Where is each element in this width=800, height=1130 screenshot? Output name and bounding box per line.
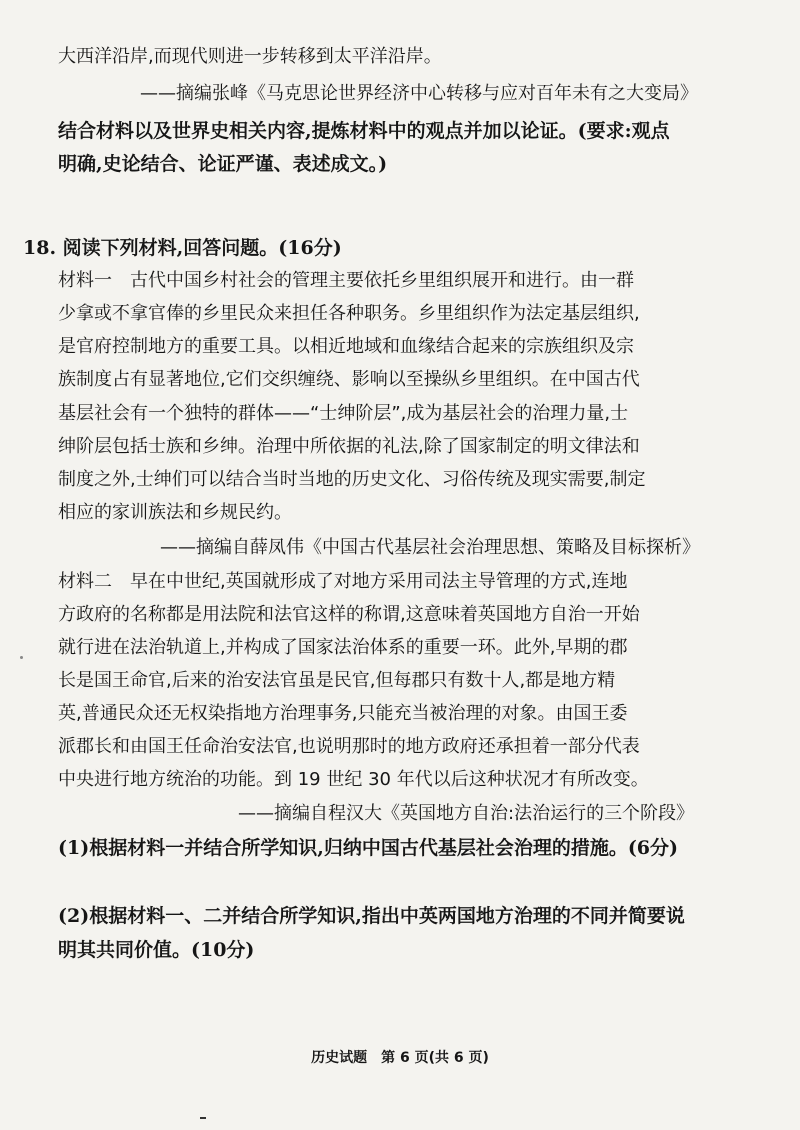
material-one-line: 相应的家训族法和乡规民约。	[58, 502, 292, 523]
material-two-line: 方政府的名称都是用法院和法官这样的称谓,这意味着英国地方自治一开始	[58, 604, 640, 625]
top-instruction-line-2: 明确,史论结合、论证严谨、表述成文。)	[58, 153, 388, 175]
material-one-line: 绅阶层包括士族和乡绅。治理中所依据的礼法,除了国家制定的明文律法和	[58, 436, 640, 457]
material-one-source: ——摘编自薛凤伟《中国古代基层社会治理思想、策略及目标探析》	[160, 537, 700, 558]
sub-question-1: (1)根据材料一并结合所学知识,归纳中国古代基层社会治理的措施。(6分)	[58, 837, 679, 859]
material-two-line: 中央进行地方统治的功能。到 19 世纪 30 年代以后这种状况才有所改变。	[58, 769, 649, 790]
material-one-line: 基层社会有一个独特的群体——“士绅阶层”,成为基层社会的治理力量,士	[58, 403, 629, 424]
material-one-line: 材料一 古代中国乡村社会的管理主要依托乡里组织展开和进行。由一群	[58, 270, 634, 291]
scan-mark	[200, 1117, 206, 1119]
material-two-line: 长是国王命官,后来的治安法官虽是民官,但每郡只有数十人,都是地方精	[58, 670, 616, 691]
sub-question-2-line-1: (2)根据材料一、二并结合所学知识,指出中英两国地方治理的不同并简要说	[58, 905, 685, 927]
top-instruction-line-1: 结合材料以及世界史相关内容,提炼材料中的观点并加以论证。(要求:观点	[58, 120, 670, 142]
material-one-line: 是官府控制地方的重要工具。以相近地域和血缘结合起来的宗族组织及宗	[58, 336, 634, 357]
top-text-line: 大西洋沿岸,而现代则进一步转移到太平洋沿岸。	[58, 46, 442, 67]
sub-question-2-line-2: 明其共同价值。(10分)	[58, 939, 255, 961]
scan-speck	[20, 656, 23, 659]
material-two-source: ——摘编自程汉大《英国地方自治:法治运行的三个阶段》	[238, 803, 695, 824]
material-one-line: 少拿或不拿官俸的乡里民众来担任各种职务。乡里组织作为法定基层组织,	[58, 303, 640, 324]
material-two-line: 材料二 早在中世纪,英国就形成了对地方采用司法主导管理的方式,连地	[58, 571, 628, 592]
material-two-line: 就行进在法治轨道上,并构成了国家法治体系的重要一环。此外,早期的郡	[58, 637, 628, 658]
question-18-title: 18. 阅读下列材料,回答问题。(16分)	[23, 237, 342, 259]
page-footer: 历史试题 第 6 页(共 6 页)	[311, 1050, 489, 1066]
material-one-line: 族制度占有显著地位,它们交织缠绕、影响以至操纵乡里组织。在中国古代	[58, 369, 640, 390]
top-source: ——摘编张峰《马克思论世界经济中心转移与应对百年未有之大变局》	[140, 83, 698, 104]
material-one-line: 制度之外,士绅们可以结合当时当地的历史文化、习俗传统及现实需要,制定	[58, 469, 646, 490]
material-two-line: 派郡长和由国王任命治安法官,也说明那时的地方政府还承担着一部分代表	[58, 736, 640, 757]
material-two-line: 英,普通民众还无权染指地方治理事务,只能充当被治理的对象。由国王委	[58, 703, 628, 724]
